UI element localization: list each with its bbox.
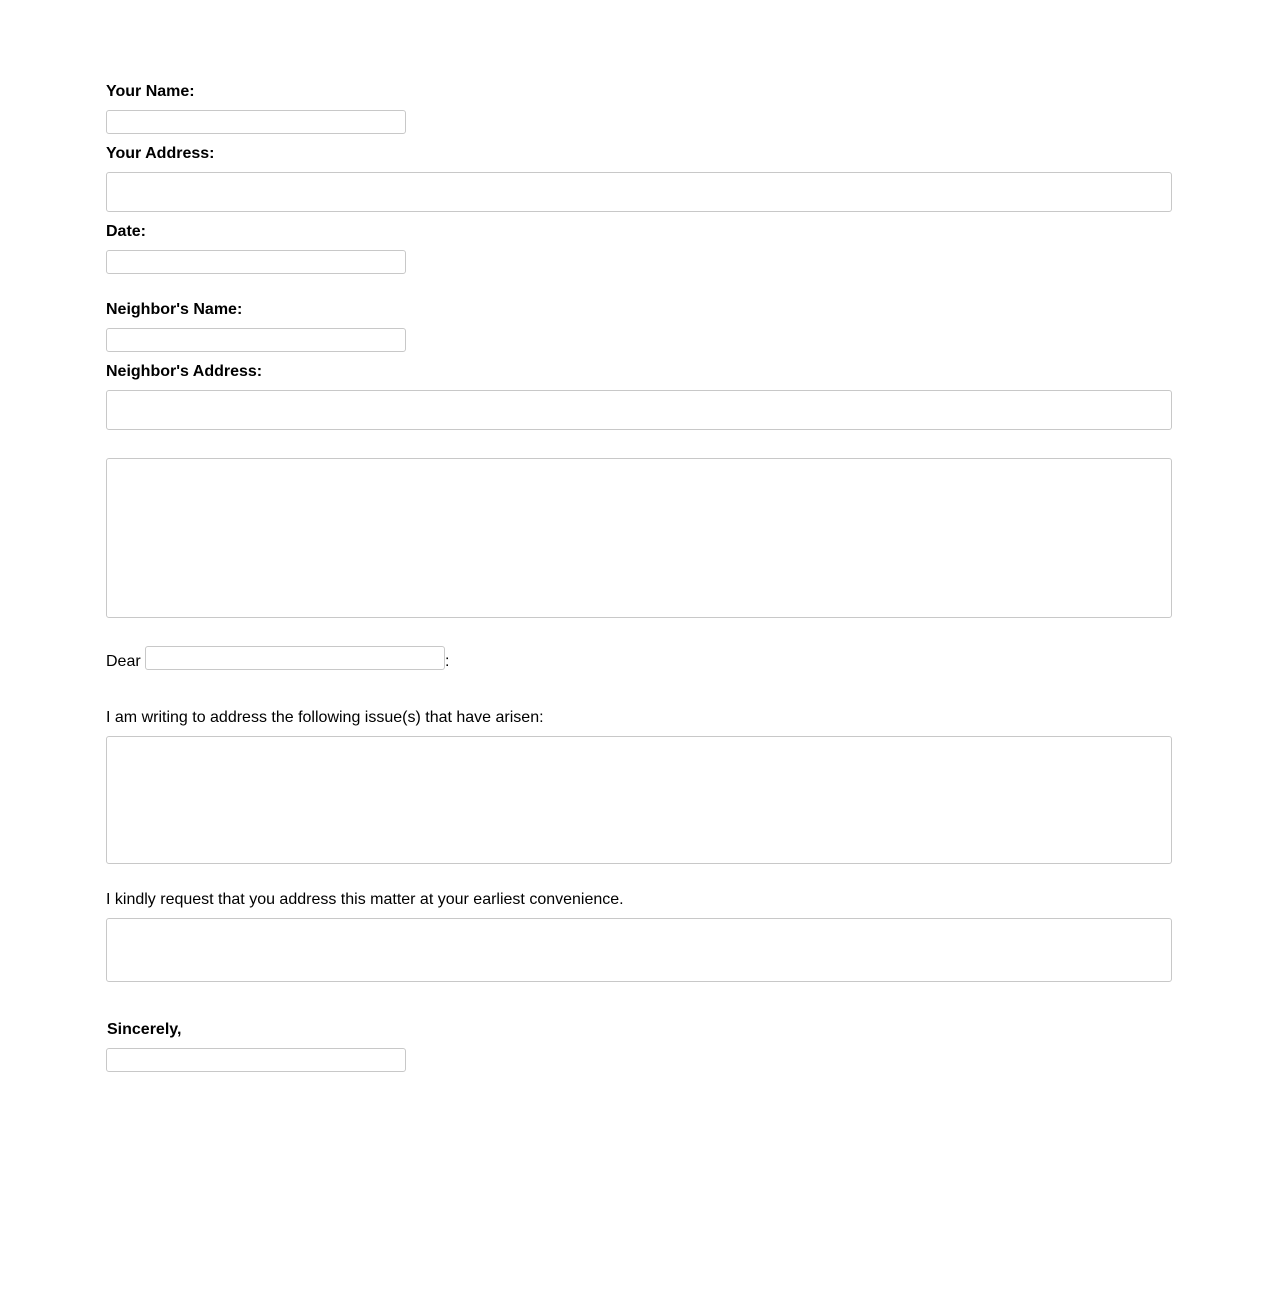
- signature-input[interactable]: [106, 1048, 406, 1072]
- neighbor-name-input[interactable]: [106, 328, 406, 352]
- neighbor-address-label: Neighbor's Address:: [106, 363, 263, 380]
- neighbor-address-input[interactable]: [106, 390, 1172, 430]
- date-input[interactable]: [106, 250, 406, 274]
- salutation-prefix: Dear: [106, 653, 141, 670]
- closing-label: Sincerely,: [107, 1021, 182, 1038]
- neighbor-name-label: Neighbor's Name:: [106, 301, 243, 318]
- request-textarea[interactable]: [106, 918, 1172, 982]
- your-name-input[interactable]: [106, 110, 406, 134]
- your-address-input[interactable]: [106, 172, 1172, 212]
- issues-prompt: I am writing to address the following issue(s) that have arisen:: [106, 709, 544, 726]
- your-name-label: Your Name:: [106, 83, 195, 100]
- issues-textarea[interactable]: [106, 736, 1172, 864]
- intro-textarea[interactable]: [106, 458, 1172, 618]
- salutation-colon: :: [445, 653, 450, 670]
- salutation-name-input[interactable]: [145, 646, 445, 670]
- your-address-label: Your Address:: [106, 145, 215, 162]
- request-text: I kindly request that you address this matter at your earliest convenience.: [106, 891, 624, 908]
- date-label: Date:: [106, 223, 147, 240]
